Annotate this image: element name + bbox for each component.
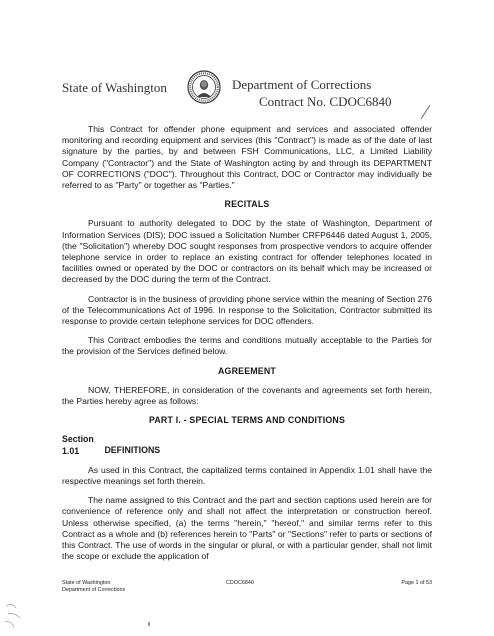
section-number: Section 1.01 (62, 434, 94, 456)
section-heading (62, 434, 432, 456)
footer-org-line-2: Department of Corrections (62, 587, 126, 593)
agreement-heading: AGREEMENT (217, 365, 276, 376)
contract-body (62, 124, 432, 571)
definitions-paragraph-1: As used in this Contract, the capitalized terms contained in Appendix 1.01 shall have the respective meanings set forth therein. (62, 464, 432, 487)
recital-paragraph-3: This Contract embodies the terms and conditions mutually acceptable to the Parties for the provision of the Services defined below. (62, 335, 432, 357)
department-name: Department of Corrections (232, 77, 372, 92)
recitals-heading: RECITALS (224, 199, 270, 210)
scan-mark-icon (2, 600, 30, 630)
department-header (232, 76, 422, 110)
contract-number: Contract No. CDOC6840 (259, 94, 392, 109)
state-title: State of Washington (62, 80, 167, 95)
recital-paragraph-2: Contractor is in the business of providing phone service within the meaning of Section 276 of the Telecommunications Act of 1996. In response to the Solicitation, Contractor submitted its response to provide certain telephone services for DOC offenders. (62, 293, 432, 327)
scan-speck (148, 622, 150, 626)
pen-mark-icon (418, 104, 432, 122)
intro-paragraph: This Contract for offender phone equipment and services and associated offender monitoring and recording equipment and services (this "Contract") is made as of the date of last signature by the parties, by and between FSH Communications, LLC, a Limited Liability Company ("Contractor") and the State of Washington acting by and through its DEPARTMENT OF CORRECTIONS ("DOC"). Throughout this Contract, DOC or Contractor may individually be referred to as "Party" or together as "Parties." (62, 124, 432, 191)
part-heading: PART I. - SPECIAL TERMS AND CONDITIONS (148, 415, 346, 426)
recital-paragraph-1: Pursuant to authority delegated to DOC by the state of Washington, Department of Information Services (DIS); DOC issued a Solicitation Number CRFP6446 dated August 1, 2005, (the "Solicitation") whereby DOC sought responses from prospective vendors to acquire offender telephone service in order to replace an existing contract for offender telephones located in facilities owned or operated by the DOC or contractors on its behalf which may be increased or decreased by the DOC during the term of the Contract. (62, 218, 432, 285)
section-title: DEFINITIONS (104, 445, 161, 456)
washington-state-seal-icon (187, 70, 221, 104)
agreement-paragraph: NOW, THEREFORE, in consideration of the covenants and agreements set forth herein, the Parties hereby agree as follows: (62, 384, 432, 407)
footer-organization (62, 580, 125, 594)
footer-document-id: CDOC6840 (226, 580, 254, 586)
footer-page-number: Page 1 of 53 (401, 580, 432, 586)
definitions-paragraph-2: The name assigned to this Contract and the part and section captions used herein are for convenience of reference only and shall not affect the interpretation or construction hereof. Unless otherwise specified, (a) the terms "herein," "hereof," and similar terms refer to this Contract as a whole and (b) references herein to "Parts" or "Sections" refer to parts or sections of this Contract. The use of words in the singular or plural, or with a particular gender, shall not limit the scope or exclude the application of (62, 495, 432, 562)
footer-org-line-1: State of Washington (62, 580, 111, 586)
